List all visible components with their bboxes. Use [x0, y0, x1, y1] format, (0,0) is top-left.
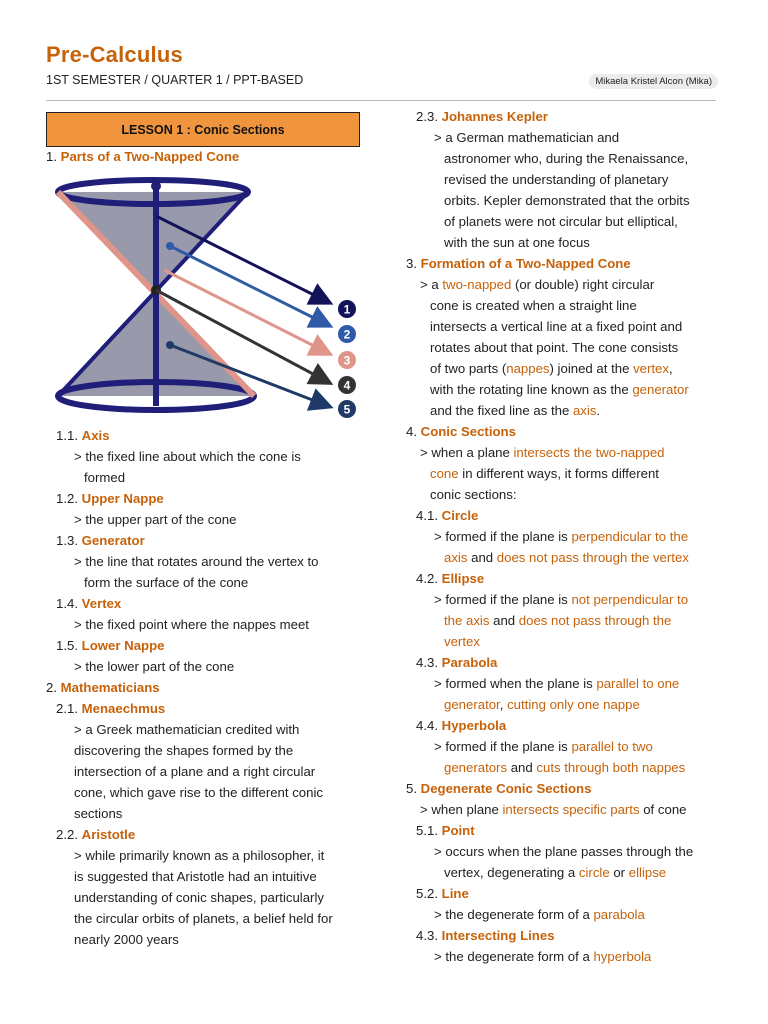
parabola-desc: generator, cutting only one nappe	[444, 697, 640, 712]
circle-heading: 4.1. Circle	[416, 508, 479, 523]
ellipse-desc: vertex	[444, 634, 480, 649]
figure-label-3	[338, 351, 356, 369]
part-lower-nappe-desc: > the lower part of the cone	[74, 659, 235, 674]
header-divider	[46, 100, 716, 101]
aristotle-desc: the circular orbits of planets, a belief held for	[74, 911, 333, 926]
aristotle-desc: > while primarily known as a philosopher, it	[74, 848, 325, 863]
svg-text:1: 1	[343, 302, 351, 317]
figure-label-1	[338, 300, 356, 318]
two-napped-cone-figure	[52, 170, 360, 420]
parabola-heading: 4.3. Parabola	[416, 655, 498, 670]
hyperbola-desc: > formed if the plane is parallel to two	[434, 739, 653, 754]
formation-desc: cone is created when a straight line	[430, 298, 637, 313]
menaechmus-desc: intersection of a plane and a right circular	[74, 764, 316, 779]
ellipse-desc: > formed if the plane is not perpendicular to	[434, 592, 689, 607]
ellipse-heading: 4.2. Ellipse	[416, 571, 485, 586]
kepler-desc: revised the understanding of planetary	[444, 172, 669, 187]
lesson-title-box: LESSON 1 : Conic Sections	[46, 112, 360, 147]
intersecting-lines-desc: > the degenerate form of a hyperbola	[434, 949, 652, 964]
svg-text:5: 5	[343, 402, 351, 417]
formation-desc: intersects a vertical line at a fixed point and	[430, 319, 683, 334]
conic-sections-desc: > when a plane intersects the two-napped	[420, 445, 665, 460]
intersecting-lines-heading: 4.3. Intersecting Lines	[416, 928, 555, 943]
part-upper-nappe-heading: 1.2. Upper Nappe	[56, 491, 164, 506]
hyperbola-desc: generators and cuts through both nappes	[444, 760, 686, 775]
point-heading: 5.1. Point	[416, 823, 475, 838]
section-3-heading: 3. Formation of a Two-Napped Cone	[406, 256, 631, 271]
line-heading: 5.2. Line	[416, 886, 469, 901]
kepler-desc: > a German mathematician and	[434, 130, 620, 145]
part-upper-nappe-desc: > the upper part of the cone	[74, 512, 237, 527]
part-vertex-heading: 1.4. Vertex	[56, 596, 122, 611]
figure-label-2	[338, 325, 356, 343]
aristotle-heading: 2.2. Aristotle	[56, 827, 136, 842]
menaechmus-desc: > a Greek mathematician credited with	[74, 722, 300, 737]
menaechmus-desc: cone, which gave rise to the different conic	[74, 785, 323, 800]
svg-text:3: 3	[343, 353, 351, 368]
formation-desc: and the fixed line as the axis.	[430, 403, 601, 418]
section-5-heading: 5. Degenerate Conic Sections	[406, 781, 592, 796]
parabola-desc: > formed when the plane is parallel to one	[434, 676, 680, 691]
menaechmus-heading: 2.1. Menaechmus	[56, 701, 166, 716]
formation-desc: rotates about that point. The cone consists	[430, 340, 679, 355]
circle-desc: > formed if the plane is perpendicular to the	[434, 529, 689, 544]
ellipse-desc: the axis and does not pass through the	[444, 613, 672, 628]
page-subtitle: 1ST SEMESTER / QUARTER 1 / PPT-BASED	[46, 73, 304, 87]
formation-desc: > a two-napped (or double) right circular	[420, 277, 655, 292]
formation-desc: of two parts (nappes) joined at the vertex,	[430, 361, 673, 376]
formation-desc: with the rotating line known as the generator	[430, 382, 689, 397]
conic-sections-desc: conic sections:	[430, 487, 517, 502]
part-generator-heading: 1.3. Generator	[56, 533, 145, 548]
svg-text:4: 4	[343, 378, 351, 393]
figure-label-4	[338, 376, 356, 394]
part-axis-heading: 1.1. Axis	[56, 428, 110, 443]
point-desc: vertex, degenerating a circle or ellipse	[444, 865, 667, 880]
section-4-heading: 4. Conic Sections	[406, 424, 516, 439]
aristotle-desc: understanding of conic shapes, particularly	[74, 890, 324, 905]
part-vertex-desc: > the fixed point where the nappes meet	[74, 617, 309, 632]
aristotle-desc: nearly 2000 years	[74, 932, 179, 947]
menaechmus-desc: sections	[74, 806, 123, 821]
section-1-heading: 1. Parts of a Two-Napped Cone	[46, 149, 240, 164]
kepler-desc: astronomer who, during the Renaissance,	[444, 151, 689, 166]
axis-top-dot	[151, 181, 161, 191]
figure-label-5	[338, 400, 356, 418]
kepler-desc: of planets were not circular but elliptical,	[444, 214, 678, 229]
part-axis-desc: > the fixed line about which the cone is	[74, 449, 301, 464]
author-badge: Mikaela Kristel Alcon (Mika)	[589, 74, 718, 89]
conic-sections-desc: cone in different ways, it forms different	[430, 466, 659, 481]
degenerate-desc: > when plane intersects specific parts of cone	[420, 802, 687, 817]
line-desc: > the degenerate form of a parabola	[434, 907, 645, 922]
part-generator-desc: form the surface of the cone	[84, 575, 249, 590]
menaechmus-desc: discovering the shapes formed by the	[74, 743, 294, 758]
aristotle-desc: is suggested that Aristotle had an intuitive	[74, 869, 317, 884]
part-generator-desc: > the line that rotates around the vertex to	[74, 554, 319, 569]
part-lower-nappe-heading: 1.5. Lower Nappe	[56, 638, 165, 653]
kepler-heading: 2.3. Johannes Kepler	[416, 109, 548, 124]
kepler-desc: orbits. Kepler demonstrated that the orbits	[444, 193, 690, 208]
section-2-heading: 2. Mathematicians	[46, 680, 160, 695]
page-title: Pre-Calculus	[46, 42, 183, 67]
point-desc: > occurs when the plane passes through the	[434, 844, 694, 859]
kepler-desc: with the sun at one focus	[444, 235, 590, 250]
part-axis-desc: formed	[84, 470, 126, 485]
circle-desc: axis and does not pass through the vertex	[444, 550, 689, 565]
svg-text:2: 2	[343, 327, 351, 342]
hyperbola-heading: 4.4. Hyperbola	[416, 718, 507, 733]
